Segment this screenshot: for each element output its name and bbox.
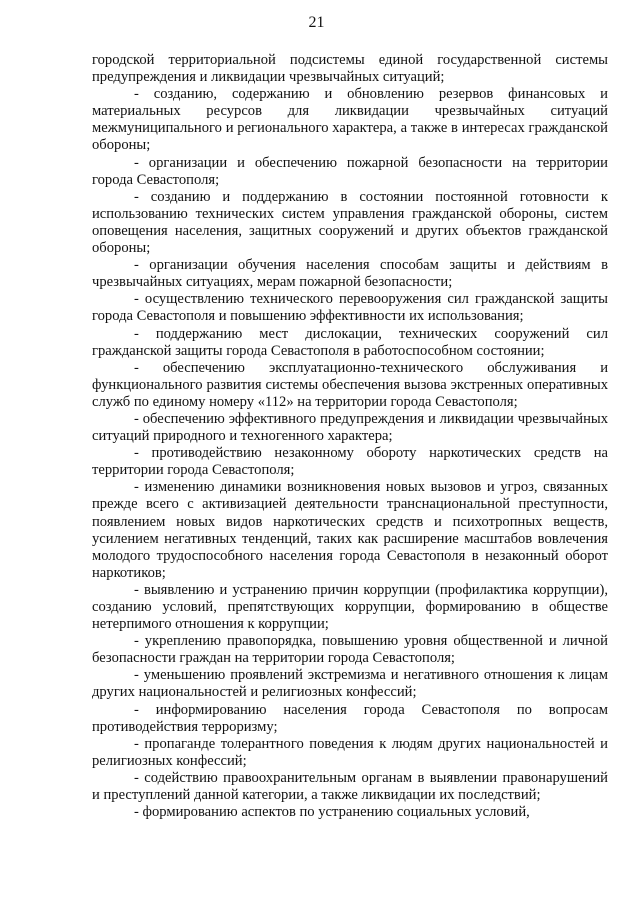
list-item-reserves: - созданию, содержанию и обновлению резервов финансовых и материальных ресурсов для ликвидации чрезвычайных ситуаций межмуниципального и регионального характера, а также в интересах гражданской обороны; (92, 86, 608, 154)
list-item-drug-trafficking: - противодействию незаконному обороту наркотических средств на территории города Севастополя; (92, 445, 608, 479)
list-item-civil-defense-readiness: - созданию и поддержанию в состоянии постоянной готовности к использованию технических систем управления гражданской обороны, систем оповещения населения, защитных сооружений и других объектов гражданской обороны; (92, 188, 608, 257)
list-item-deployment-sites: - поддержанию мест дислокации, технических сооружений сил гражданской защиты города Севастополя в работоспособном состоянии; (92, 325, 608, 359)
list-item-social-conditions: - формированию аспектов по устранению социальных условий, (134, 804, 530, 821)
list-item-terrorism-info: - информированию населения города Севастополя по вопросам противодействия терроризму; (92, 701, 608, 735)
list-item-technical-rearmament: - осуществлению технического перевооружения сил гражданской защиты города Севастополя и повышению эффективности их использования; (92, 291, 608, 325)
document-body (92, 52, 608, 821)
list-item-new-threats: - изменению динамики возникновения новых вызовов и угроз, связанных прежде всего с активизацией деятельности транснациональной преступности, появлением новых видов наркотических средств и психотропных веществ, усилением негативных тенденций, таких как расширение масштабов вовлечения молодого трудоспособного населения города Севастополя в незаконный оборот наркотиков; (92, 479, 608, 581)
list-item-emergency-prevention: - обеспечению эффективного предупреждения и ликвидации чрезвычайных ситуаций природного и техногенного характера; (92, 410, 608, 445)
list-item-law-enforcement-assistance: - содействию правоохранительным органам в выявлении правонарушений и преступлений данной категории, а также ликвидации их последствий; (92, 769, 608, 804)
list-item-population-training: - организации обучения населения способам защиты и действиям в чрезвычайных ситуациях, мерам пожарной безопасности; (92, 257, 608, 291)
list-item-extremism: - уменьшению проявлений экстремизма и негативного отношения к лицам других национальностей и религиозных конфессий; (92, 667, 608, 701)
list-item-emergency-112: - обеспечению эксплуатационно-технического обслуживания и функционального развития системы обеспечения вызова экстренных оперативных служб по единому номеру «112» на территории города Севастополя; (92, 359, 608, 410)
page-number: 21 (308, 14, 325, 31)
list-item-tolerance: - пропаганде толерантного поведения к людям других национальностей и религиозных конфессий; (92, 735, 608, 769)
list-item-corruption: - выявлению и устранению причин коррупции (профилактика коррупции), созданию условий, препятствующих коррупции, формированию в обществе нетерпимого отношения к коррупции; (92, 581, 608, 633)
list-item-fire-safety: - организации и обеспечению пожарной безопасности на территории города Севастополя; (92, 154, 608, 188)
paragraph-continuation: городской территориальной подсистемы единой государственной системы предупреждения и ликвидации чрезвычайных ситуаций; (92, 52, 608, 86)
list-item-law-order: - укреплению правопорядка, повышению уровня общественной и личной безопасности граждан на территории города Севастополя; (92, 633, 608, 667)
